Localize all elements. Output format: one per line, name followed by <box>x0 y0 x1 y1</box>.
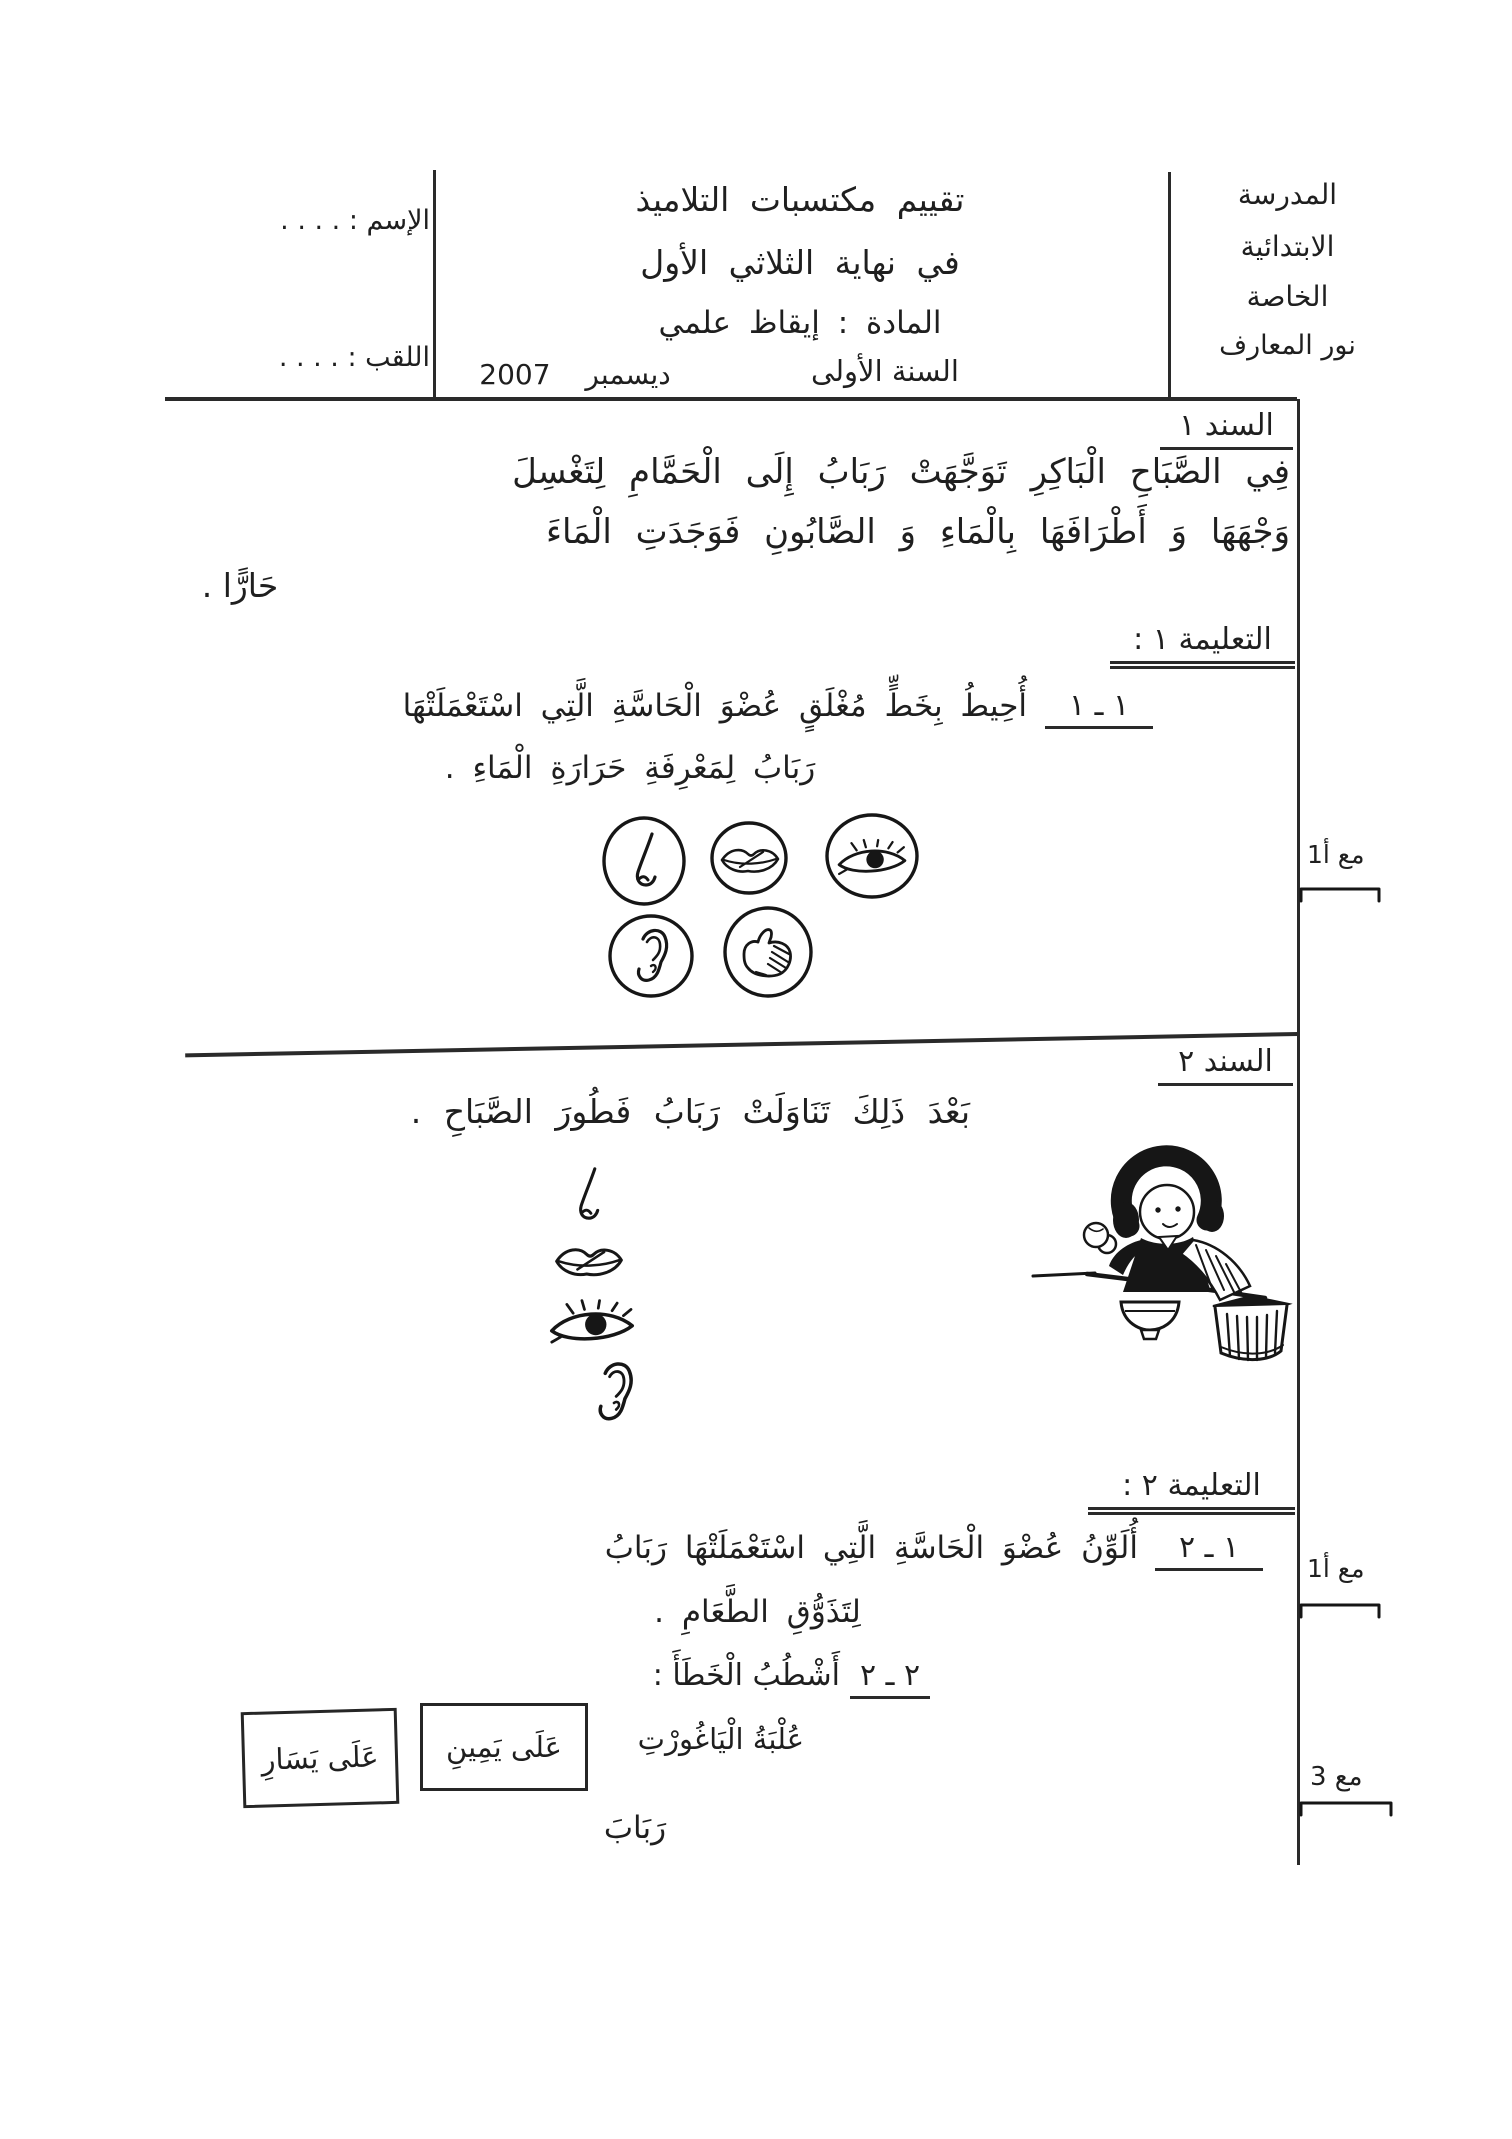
criteria-bracket-1 <box>1299 886 1383 904</box>
item-2-1-text-line2: لِتَذَوُّقِ الطَّعَامِ . <box>654 1594 861 1630</box>
section1-text-line1: فِي الصَّبَاحِ الْبَاكِرِ تَوَجَّهَتْ رَبَابُ إِلَى الْحَمَّامِ لِتَغْسِلَ <box>512 452 1290 492</box>
exam-subject-line: المادة : إيقاظ علمي <box>658 305 942 341</box>
nose-icon <box>565 1165 611 1223</box>
section1-text-line2: وَجْهَهَا وَ أَطْرَافَهَا بِالْمَاءِ وَ الصَّابُونِ فَوَجَدَتِ الْمَاءَ <box>546 512 1290 552</box>
section1-text-line3: حَارًّا . <box>201 566 279 605</box>
hand-icon <box>722 905 814 999</box>
school-name-line4: نور المعارف <box>1219 330 1356 361</box>
nose-icon <box>601 816 687 906</box>
option-box-right <box>420 1703 588 1791</box>
section1-heading: السند ١ <box>1160 408 1293 450</box>
ear-icon <box>592 1358 636 1426</box>
school-name-line3: الخاصة <box>1246 280 1329 313</box>
option-box-left <box>241 1708 400 1808</box>
mouth-icon <box>709 820 789 896</box>
header-divider-right <box>1168 172 1171 398</box>
item-2-2-number: ٢ ـ ٢ <box>850 1658 930 1699</box>
exam-title-line1: تقييم مكتسبات التلاميذ <box>635 180 965 219</box>
item-1-1-number: ١ ـ ١ <box>1045 688 1153 729</box>
exercise-subject-label: عُلْبَةُ الْيَاغُورْتِ <box>637 1722 804 1756</box>
option-right-label: عَلَى يَمِينِ <box>446 1730 562 1764</box>
eye-icon <box>824 812 920 900</box>
section2-text: بَعْدَ ذَلِكَ تَنَاوَلَتْ رَبَابُ فَطُورَ الصَّبَاحِ . <box>410 1092 970 1131</box>
ear-icon <box>607 913 695 999</box>
item-1-1-text-line2: رَبَابُ لِمَعْرِفَةِ حَرَارَةِ الْمَاءِ . <box>444 750 816 786</box>
item-1-1-text-line1: أُحِيطُ بِخَطٍّ مُغْلَقٍ عُضْوَ الْحَاسَّةِ الَّتِي اسْتَعْمَلَتْهَا <box>402 688 1027 724</box>
student-surname-field: اللقب : . . . . <box>278 342 430 373</box>
item-2-2-text: أَشْطُبُ الْخَطَأَ : <box>652 1658 840 1693</box>
exam-grade-line: السنة الأولى <box>811 354 959 388</box>
instruction2-heading: التعليمة ٢ : <box>1088 1468 1295 1515</box>
instruction1-heading: التعليمة ١ : <box>1110 622 1295 669</box>
option-left-label: عَلَى يَسَارِ <box>261 1739 379 1777</box>
criteria-badge-1: مع أ1 <box>1307 840 1365 869</box>
student-name-field: الإسم : . . . . <box>280 205 430 236</box>
section-divider-rule <box>185 1032 1298 1057</box>
criteria-bracket-3 <box>1299 1800 1395 1818</box>
page-right-rule <box>1297 399 1300 1865</box>
school-name-line1: المدرسة <box>1237 178 1338 211</box>
section2-heading: السند ٢ <box>1158 1044 1293 1086</box>
exam-date-line: ديسمبر 2007 <box>479 358 671 391</box>
girl-eating-breakfast-illustration <box>1025 1140 1305 1380</box>
criteria-badge-3: مع 3 <box>1310 1762 1363 1792</box>
exam-title-line2: في نهاية الثلاثي الأول <box>640 243 960 282</box>
criteria-bracket-2 <box>1299 1602 1383 1620</box>
item-2-1-number: ١ ـ ٢ <box>1155 1530 1263 1571</box>
mouth-icon <box>552 1238 626 1280</box>
exercise-object-label: رَبَابَ <box>603 1810 667 1846</box>
eye-icon <box>548 1298 636 1346</box>
criteria-badge-2: مع أ1 <box>1307 1554 1365 1583</box>
item-2-1-text-line1: أُلَوِّنُ عُضْوَ الْحَاسَّةِ الَّتِي اسْتَعْمَلَتْهَا رَبَابُ <box>604 1530 1138 1566</box>
school-name-line2: الابتدائية <box>1240 230 1335 263</box>
header-bottom-rule <box>165 397 1297 401</box>
